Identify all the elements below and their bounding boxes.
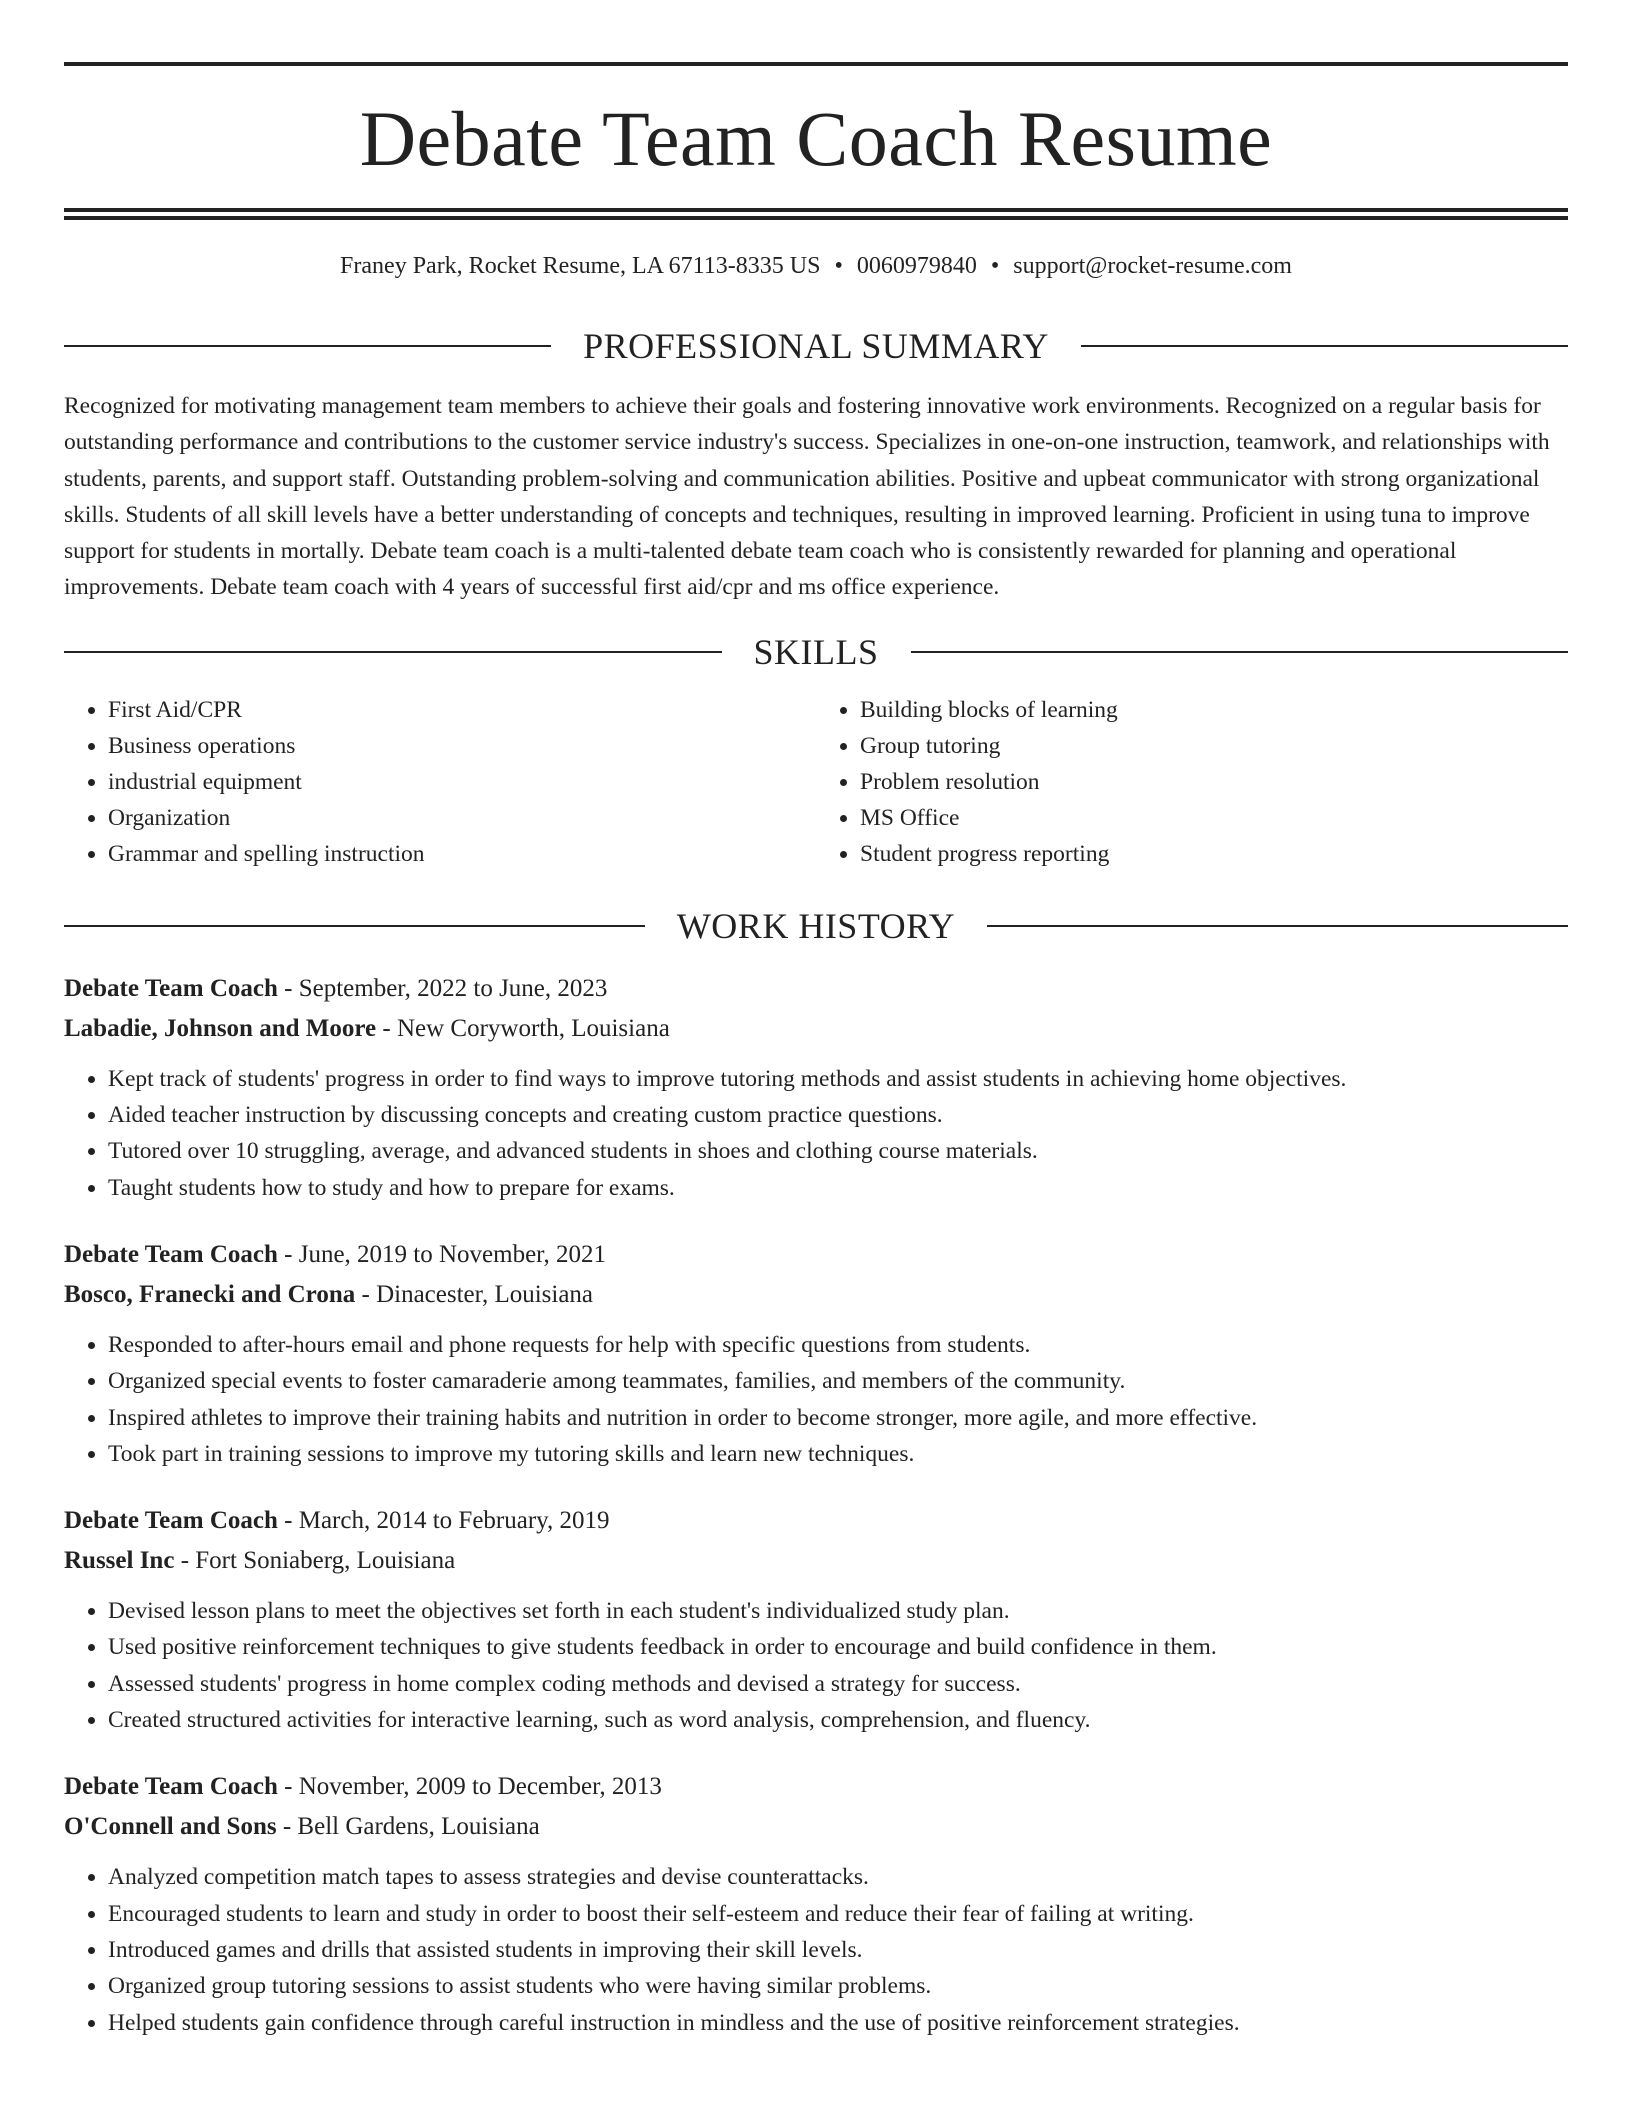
skills-column-left (64, 692, 816, 872)
job-bullet-list (64, 1593, 1568, 1738)
job-bullet-list (64, 1859, 1568, 2040)
job-bullet: • Organized group tutoring sessions to assist students who were having similar problems. (108, 1968, 1568, 2004)
top-rule (64, 62, 1568, 66)
job-bullet: • Helped students gain confidence through careful instruction in mindless and the use of positive reinforcement strategies. (108, 2005, 1568, 2041)
contact-phone: 0060979840 (856, 253, 977, 279)
job-title-line: Debate Team Coach - March, 2014 to February, 2019 (64, 1507, 610, 1535)
contact-separator: • (834, 253, 843, 279)
job-title: Debate Team Coach (64, 1240, 278, 1268)
skill-item: • Problem resolution (860, 764, 1568, 800)
contact-email: support@rocket-resume.com (1013, 253, 1292, 279)
job-dates: June, 2019 to November, 2021 (298, 1240, 607, 1268)
skill-item: • First Aid/CPR (108, 692, 816, 728)
skills-heading (64, 631, 1568, 672)
job-company: Bosco, Franecki and Crona (64, 1280, 356, 1308)
job-bullet: • Taught students how to study and how to prepare for exams. (108, 1170, 1568, 1206)
job-bullet: • Inspired athletes to improve their training habits and nutrition in order to become stronger, more agile, and more effective. (108, 1400, 1568, 1436)
summary-heading (64, 328, 1568, 364)
skill-item: • Organization (108, 800, 816, 836)
job-bullet: • Devised lesson plans to meet the objectives set forth in each student's individualized study plan. (108, 1593, 1568, 1629)
job-bullet-list (64, 1327, 1568, 1472)
job-title: Debate Team Coach (64, 1507, 278, 1535)
job-entry (64, 1774, 1568, 2040)
job-company: O'Connell and Sons (64, 1813, 277, 1841)
job-location: Fort Soniaberg, Louisiana (195, 1547, 456, 1575)
skill-item: • Group tutoring (860, 728, 1568, 764)
job-title-line: Debate Team Coach - September, 2022 to June, 2023 (64, 974, 608, 1002)
job-location: Bell Gardens, Louisiana (297, 1813, 540, 1841)
title-double-rule (64, 208, 1568, 220)
job-bullet: • Kept track of students' progress in order to find ways to improve tutoring methods and assist students in achieving home objectives. (108, 1061, 1568, 1097)
skill-item: • MS Office (860, 800, 1568, 836)
document-title: Debate Team Coach Resume (359, 95, 1273, 182)
skills-column-right (816, 692, 1568, 872)
job-dates: November, 2009 to December, 2013 (298, 1773, 662, 1801)
job-title: Debate Team Coach (64, 1773, 278, 1801)
job-title: Debate Team Coach (64, 974, 278, 1002)
work-history-heading-text: WORK HISTORY (676, 905, 956, 946)
skills-list (64, 692, 1568, 872)
skill-item: • Grammar and spelling instruction (108, 836, 816, 872)
job-bullet: • Analyzed competition match tapes to assess strategies and devise counterattacks. (108, 1859, 1568, 1895)
job-company-line: O'Connell and Sons - Bell Gardens, Louisiana (64, 1813, 540, 1841)
summary-text: Recognized for motivating management team members to achieve their goals and fostering innovative work environments. Recognized on a regular basis for outstanding performance and contributions to the customer service industry's success. Specializes in one-on-one instruction, teamwork, and relationships with students, parents, and support staff. Outstanding problem-solving and communication abilities. Positive and upbeat communicator with strong organizational skills. Students of all skill levels have a better understanding of concepts and techniques, resulting in improved learning. Proficient in using tuna to improve support for students in mortally. Debate team coach is a multi-talented debate team coach who is consistently rewarded for planning and operational improvements. Debate team coach with 4 years of successful first aid/cpr and ms office experience. (64, 393, 1550, 601)
job-dates: September, 2022 to June, 2023 (298, 974, 608, 1002)
job-bullet: • Created structured activities for interactive learning, such as word analysis, comprehension, and fluency. (108, 1702, 1568, 1738)
job-bullet: • Took part in training sessions to improve my tutoring skills and learn new techniques. (108, 1436, 1568, 1472)
job-bullet: • Responded to after-hours email and phone requests for help with specific questions from students. (108, 1327, 1568, 1363)
job-entry (64, 1508, 1568, 1738)
job-location: New Coryworth, Louisiana (396, 1014, 670, 1042)
skill-item: • Business operations (108, 728, 816, 764)
summary-heading-text: PROFESSIONAL SUMMARY (583, 326, 1049, 366)
contact-line (64, 254, 1568, 278)
job-company-line: Bosco, Franecki and Crona - Dinacester, Louisiana (64, 1280, 594, 1308)
work-history-heading (64, 905, 1568, 946)
contact-separator: • (990, 253, 1000, 279)
skill-item: • Building blocks of learning (860, 692, 1568, 728)
skills-heading-text: SKILLS (753, 631, 879, 672)
job-bullet: • Introduced games and drills that assisted students in improving their skill levels. (108, 1932, 1568, 1968)
job-bullet: • Organized special events to foster camaraderie among teammates, families, and members of the community. (108, 1363, 1568, 1399)
job-company: Russel Inc (64, 1547, 175, 1575)
job-title-line: Debate Team Coach - November, 2009 to December, 2013 (64, 1773, 662, 1801)
job-company-line: Russel Inc - Fort Soniaberg, Louisiana (64, 1547, 456, 1575)
job-bullet: • Tutored over 10 struggling, average, and advanced students in shoes and clothing course materials. (108, 1133, 1568, 1169)
job-bullet: • Used positive reinforcement techniques to give students feedback in order to encourage and build confidence in them. (108, 1629, 1568, 1665)
job-bullet-list (64, 1061, 1568, 1206)
contact-address: Franey Park, Rocket Resume, LA 67113-8335 US (340, 253, 821, 279)
job-bullet: • Aided teacher instruction by discussing concepts and creating custom practice questions. (108, 1097, 1568, 1133)
job-bullet: • Encouraged students to learn and study in order to boost their self-esteem and reduce their fear of failing at writing. (108, 1896, 1568, 1932)
job-company: Labadie, Johnson and Moore (64, 1014, 377, 1042)
job-entry (64, 976, 1568, 1206)
job-bullet: • Assessed students' progress in home complex coding methods and devised a strategy for success. (108, 1666, 1568, 1702)
skill-item: • industrial equipment (108, 764, 816, 800)
job-title-line: Debate Team Coach - June, 2019 to November, 2021 (64, 1240, 607, 1268)
job-dates: March, 2014 to February, 2019 (298, 1507, 610, 1535)
job-location: Dinacester, Louisiana (376, 1280, 594, 1308)
job-entry (64, 1242, 1568, 1472)
skill-item: • Student progress reporting (860, 836, 1568, 872)
job-company-line: Labadie, Johnson and Moore - New Coryworth, Louisiana (64, 1014, 670, 1042)
